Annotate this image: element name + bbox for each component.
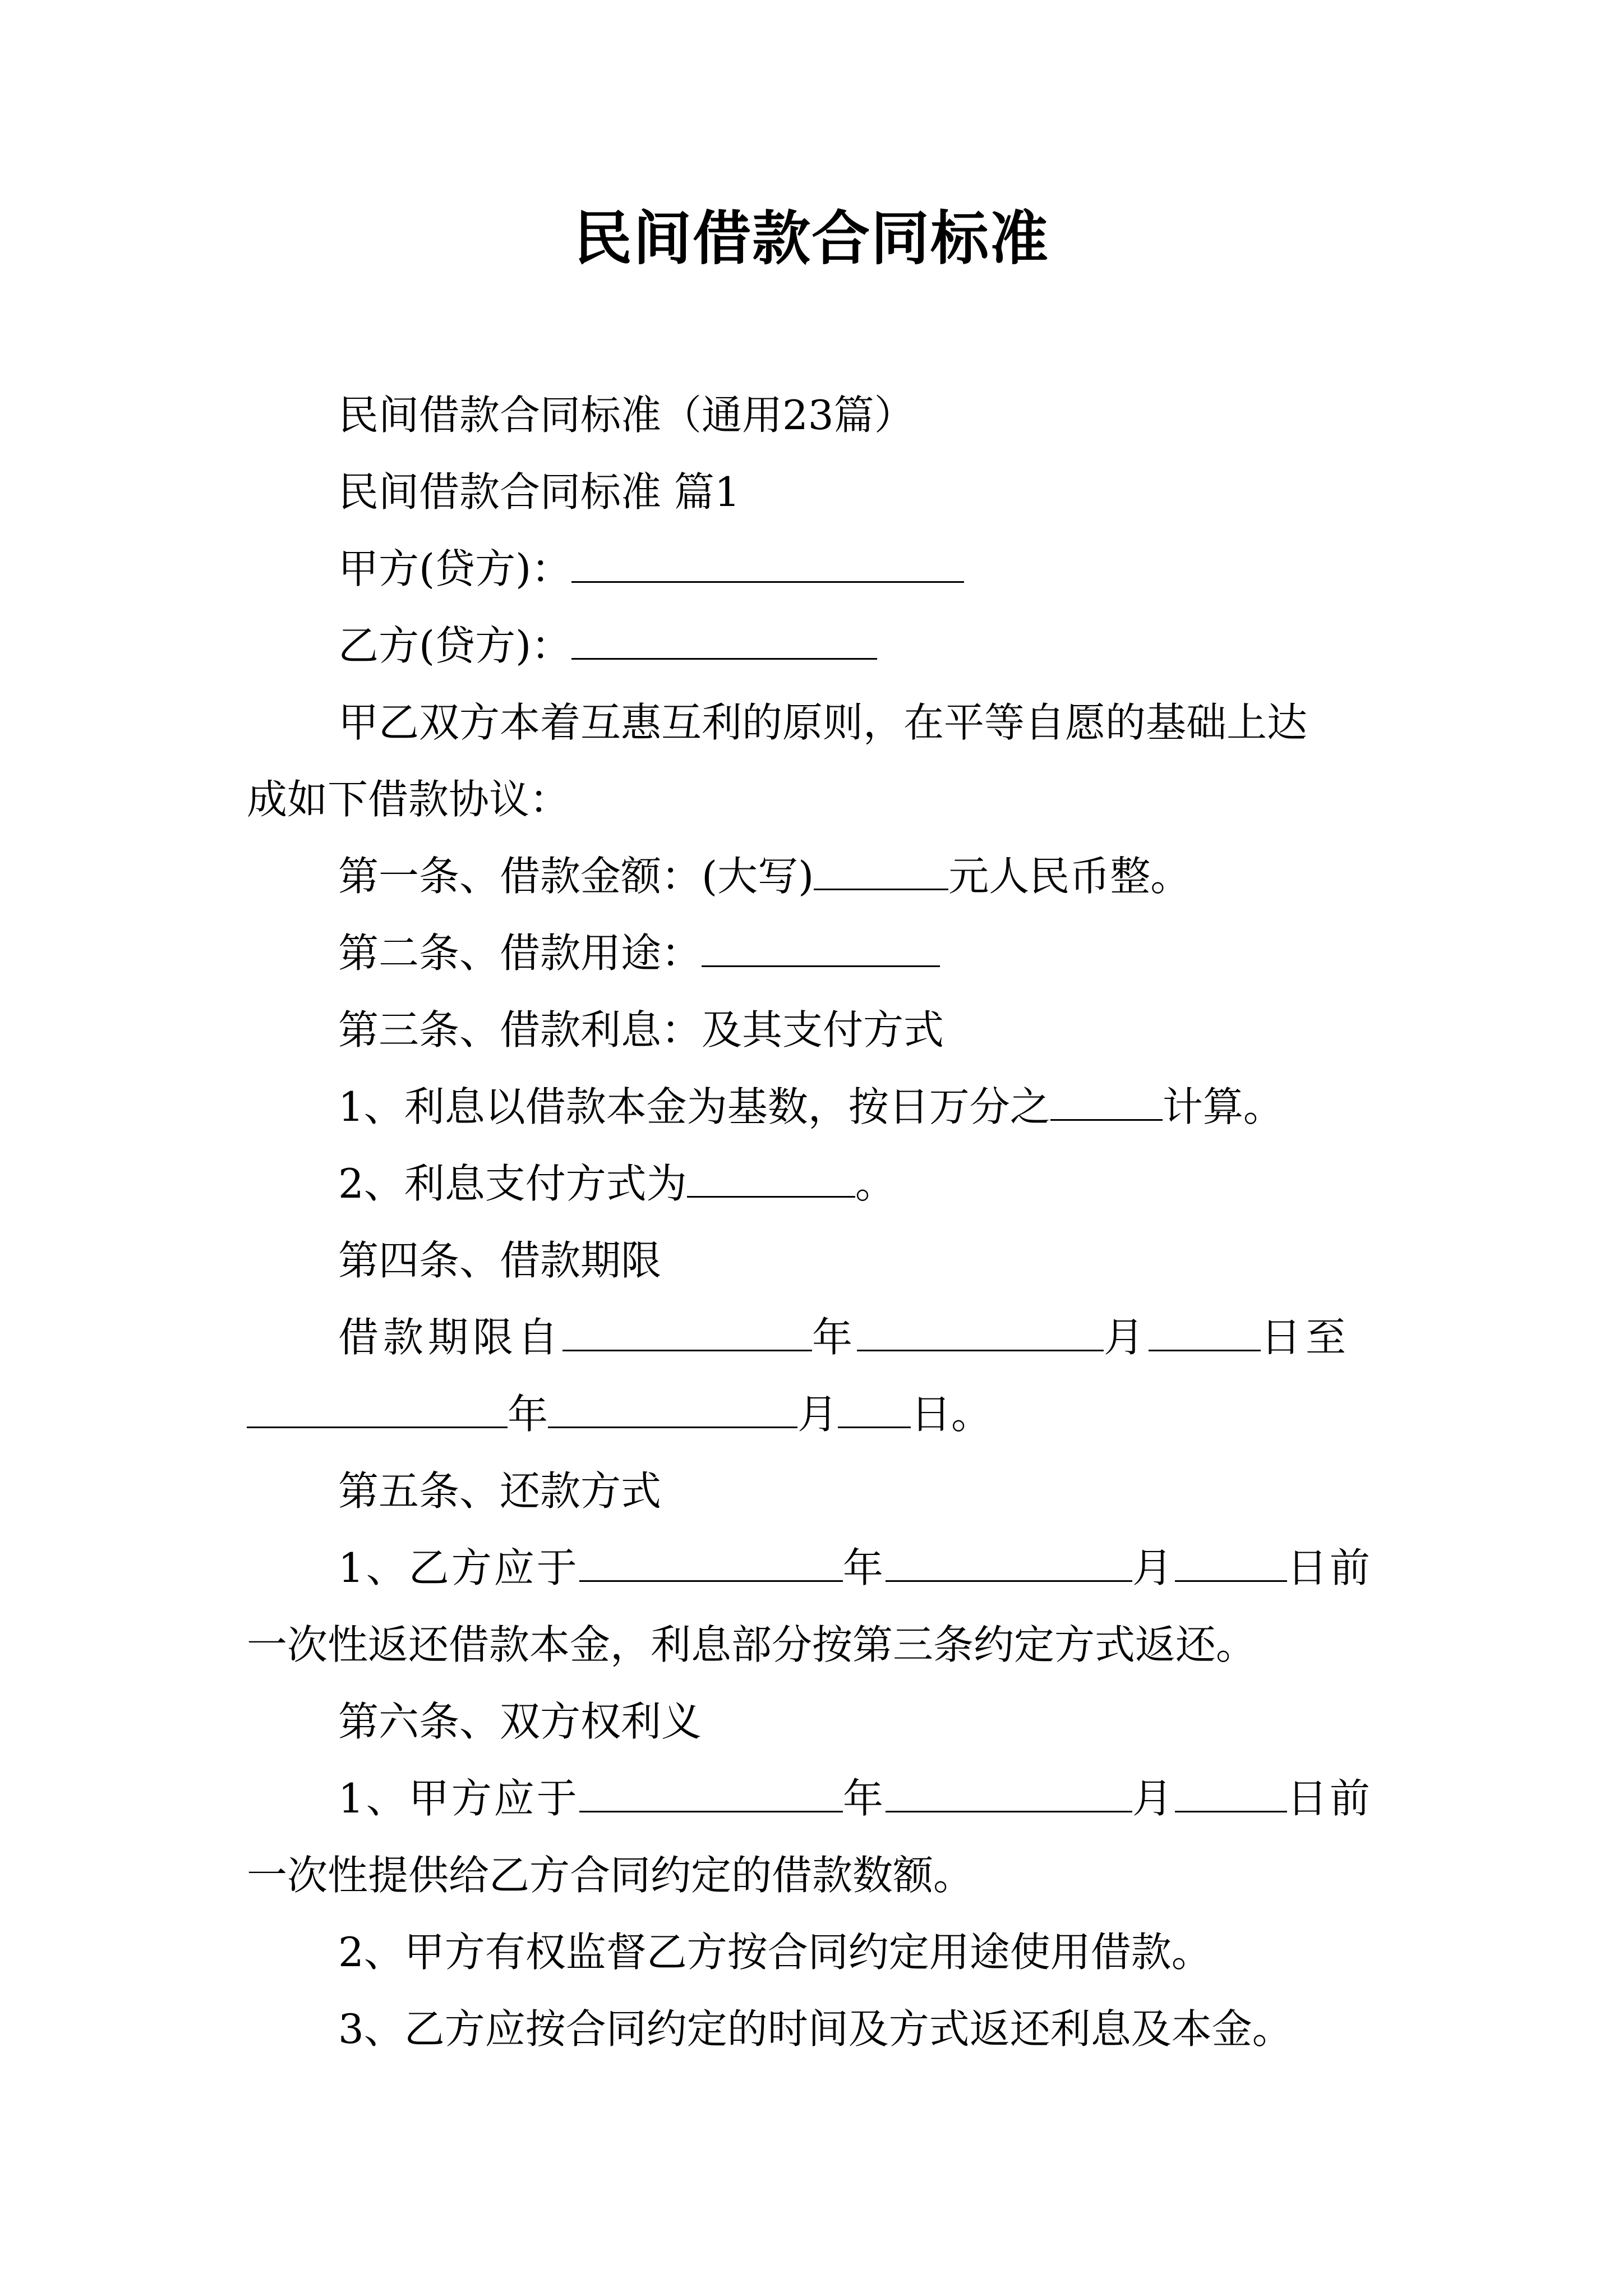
party-a-line (338, 541, 964, 597)
article-3-item-2-suffix: 。 (855, 1160, 896, 1207)
end-year-blank (247, 1387, 508, 1428)
article-3-item-2 (338, 1156, 896, 1212)
end-month-blank (548, 1387, 797, 1428)
article-2-line (338, 925, 940, 981)
article-2-label: 第二条、借款用途： (338, 930, 702, 977)
document-title: 民间借款合同标准 (573, 204, 1049, 273)
end-month-label: 月 (797, 1391, 838, 1438)
term-start-text: 借款期限自 (338, 1314, 563, 1361)
end-day-blank (838, 1387, 911, 1428)
article-4-line-2 (247, 1386, 992, 1442)
provide-year-label: 年 (842, 1775, 886, 1822)
repay-text: 1、乙方应于 (338, 1544, 579, 1591)
article-1-suffix: 元人民币整。 (948, 853, 1191, 900)
provide-text: 1、甲方应于 (338, 1775, 579, 1822)
provide-day-label: 日前 (1287, 1775, 1372, 1822)
party-a-blank (571, 542, 964, 583)
article-5-heading: 第五条、还款方式 (338, 1467, 662, 1515)
repay-month-label: 月 (1132, 1544, 1175, 1591)
article-1-text: 第一条、借款金额：(大写) (338, 853, 814, 900)
repay-day-label: 日前 (1287, 1544, 1372, 1591)
article-6-item-1-cont: 一次性提供给乙方合同约定的借款数额。 (247, 1852, 974, 1899)
provide-year-blank (579, 1772, 843, 1812)
payment-method-blank (687, 1157, 855, 1198)
intro-line-1: 甲乙双方本着互惠互利的原则，在平等自愿的基础上达 (338, 699, 1308, 746)
end-day-label: 日。 (911, 1391, 992, 1438)
article-6-item-1 (338, 1770, 1372, 1826)
article-3-item-1 (338, 1079, 1284, 1135)
repay-year-blank (579, 1541, 843, 1582)
start-year-blank (562, 1310, 812, 1351)
piece-heading: 民间借款合同标准 篇1 (338, 468, 740, 516)
year-label: 年 (812, 1314, 857, 1361)
article-3-heading: 第三条、借款利息：及其支付方式 (338, 1006, 944, 1053)
provide-month-blank (886, 1772, 1132, 1812)
end-year-label: 年 (508, 1391, 548, 1438)
repay-month-blank (886, 1541, 1132, 1582)
provide-month-label: 月 (1132, 1775, 1175, 1822)
article-3-item-1-suffix: 计算。 (1162, 1083, 1284, 1130)
repay-year-label: 年 (842, 1544, 886, 1591)
article-4-line-1 (338, 1309, 1350, 1365)
article-5-item-1 (338, 1540, 1372, 1596)
article-4-heading: 第四条、借款期限 (338, 1237, 662, 1284)
article-6-heading: 第六条、双方权利义 (338, 1698, 702, 1745)
amount-blank (814, 849, 948, 890)
article-5-item-1-cont: 一次性返还借款本金，利息部分按第三条约定方式返还。 (247, 1621, 1257, 1668)
repay-day-blank (1175, 1541, 1287, 1582)
party-b-label: 乙方(贷方)： (338, 622, 572, 669)
article-6-item-3: 3、乙方应按合同约定的时间及方式返还利息及本金。 (338, 2005, 1293, 2053)
start-month-blank (857, 1310, 1104, 1351)
day-to-label: 日至 (1261, 1314, 1351, 1361)
purpose-blank (702, 926, 940, 967)
party-a-label: 甲方(贷方)： (338, 545, 572, 592)
subtitle-line: 民间借款合同标准（通用23篇） (338, 392, 915, 439)
article-6-item-2: 2、甲方有权监督乙方按合同约定用途使用借款。 (338, 1929, 1212, 1976)
article-1-line (338, 848, 1191, 904)
article-3-item-1-text: 1、利息以借款本金为基数，按日万分之 (338, 1083, 1050, 1130)
start-day-blank (1149, 1310, 1261, 1351)
intro-line-2: 成如下借款协议： (247, 776, 570, 823)
month-label: 月 (1104, 1314, 1149, 1361)
article-3-item-2-text: 2、利息支付方式为 (338, 1160, 687, 1207)
provide-day-blank (1175, 1772, 1287, 1812)
interest-rate-blank (1050, 1080, 1163, 1121)
party-b-blank (571, 619, 877, 660)
party-b-line (338, 618, 877, 674)
